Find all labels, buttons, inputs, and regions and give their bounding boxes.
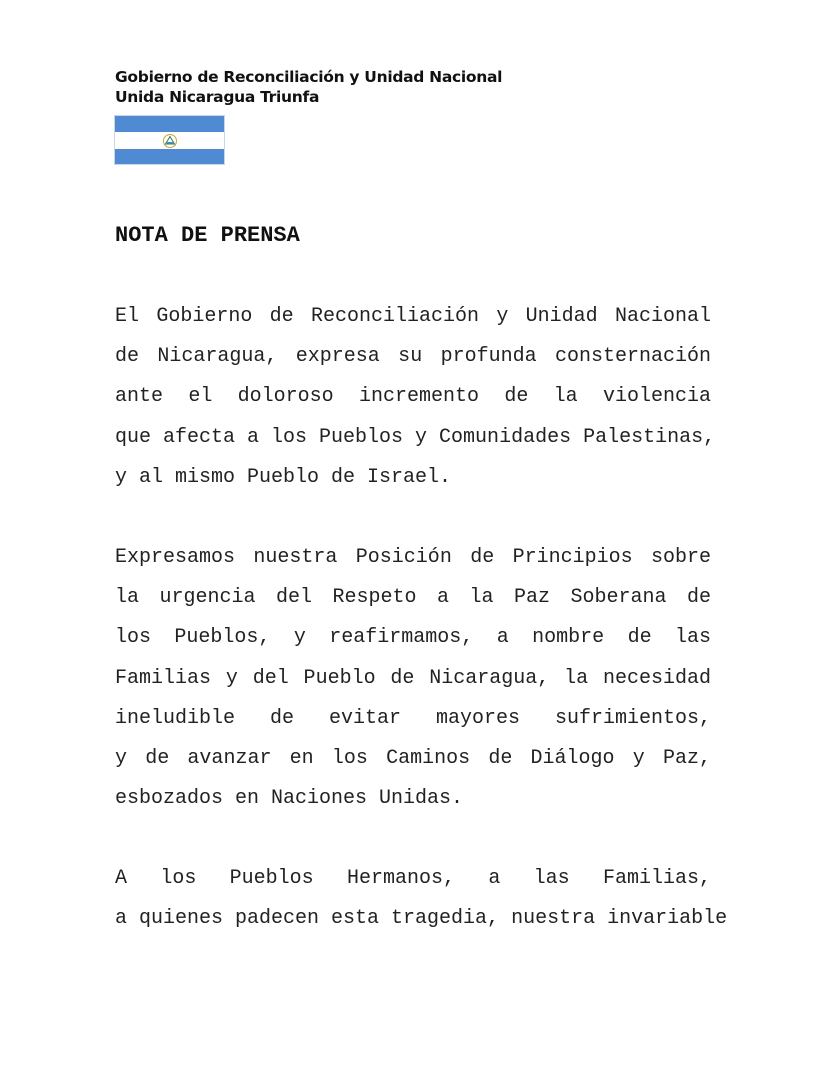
paragraph-line: y al mismo Pueblo de Israel. [115,465,452,489]
paragraph-line: la urgencia del Respeto a la Paz Soberana de [115,586,711,610]
paragraph-line: El Gobierno de Reconciliación y Unidad Nacional [115,305,711,328]
paragraph-1 [115,297,716,498]
nicaragua-flag-icon [114,115,225,165]
paragraph-line: A los Pueblos Hermanos, a las Familias, [115,867,711,890]
flag-top-band [115,116,224,132]
paragraph-line: los Pueblos, y reafirmamos, a nombre de las [115,626,711,650]
paragraph-line: Familias y del Pueblo de Nicaragua, la necesidad [115,666,711,690]
press-release-title: NOTA DE PRENSA [115,223,300,248]
paragraph-line: a quienes padecen esta tragedia, nuestra invariable [115,907,728,931]
paragraph-line: y de avanzar en los Caminos de Diálogo y Paz, [115,746,711,770]
paragraph-line: esbozados en Naciones Unidas. [115,787,464,811]
government-name: Gobierno de Reconciliación y Unidad Nacional [115,68,503,86]
paragraph-line: ineludible de evitar mayores sufrimientos, [115,706,711,730]
document-header [115,67,502,107]
paragraph-3 [115,859,728,939]
paragraph-line: que afecta a los Pueblos y Comunidades Palestinas, [115,425,716,449]
paragraph-line: de Nicaragua, expresa su profunda consternación [115,345,711,369]
paragraph-2 [115,538,711,819]
paragraph-line: Expresamos nuestra Posición de Principios sobre [115,546,711,569]
coat-of-arms-icon [162,133,178,149]
government-slogan: Unida Nicaragua Triunfa [115,88,320,106]
paragraph-line: ante el doloroso incremento de la violencia [115,385,711,409]
flag-bottom-band [115,149,224,165]
